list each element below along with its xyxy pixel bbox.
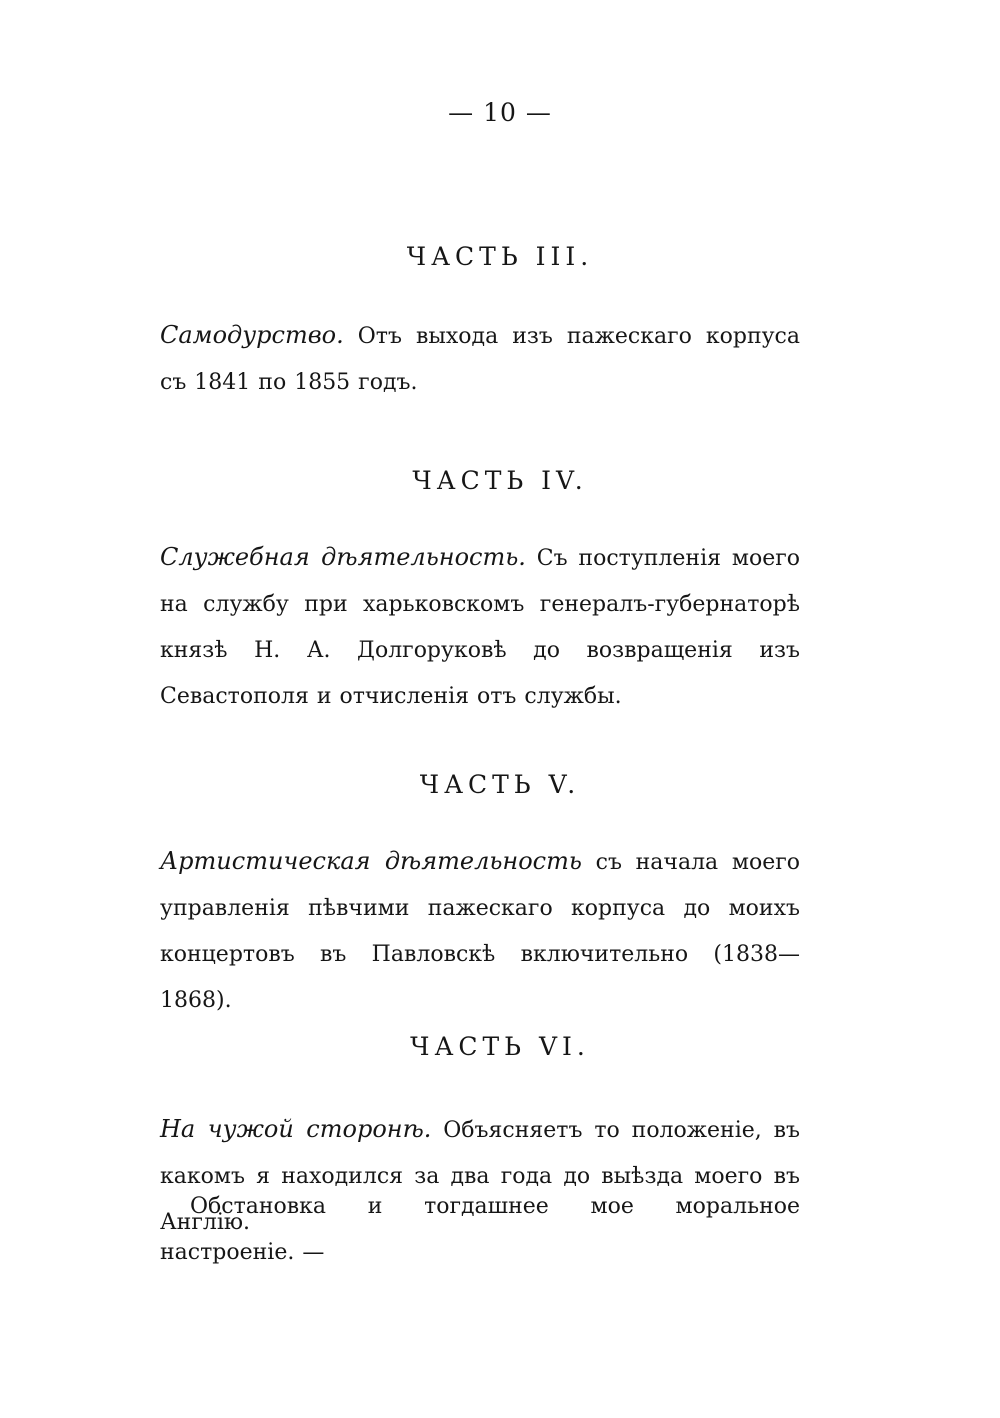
section-heading-part-5: ЧАСТЬ V. xyxy=(419,770,581,799)
section-body-part-3 xyxy=(160,312,800,406)
section-text-part-4: Съ поступленія моего на службу при харьковскомъ генералъ-губернаторѣ князѣ Н. А. Долгоруковѣ до возвращенія изъ Севастополя и отчисленія отъ службы. xyxy=(160,546,800,709)
section-lead-part-3: Самодурство. xyxy=(160,321,344,349)
section-heading-part-4: ЧАСТЬ IV. xyxy=(412,466,588,495)
section-text-part-5: съ начала моего управленія пѣвчими пажескаго корпуса до моихъ концертовъ въ Павловскѣ включительно (1838—1868). xyxy=(160,850,800,1013)
section-heading-part-3: ЧАСТЬ III. xyxy=(406,242,594,271)
section-body-part-5 xyxy=(160,838,800,1024)
section-lead-part-4: Служебная дѣятельность. xyxy=(160,543,526,571)
section-heading-part-6: ЧАСТЬ VI. xyxy=(410,1032,590,1061)
section-lead-part-6: На чужой сторонѣ. xyxy=(160,1115,432,1143)
section-body-part-6-continued: Обстановка и тогдашнее мое моральное настроеніе. — xyxy=(160,1194,800,1265)
section-body-part-4 xyxy=(160,534,800,720)
page-number: — 10 — xyxy=(448,98,552,127)
section-text-part-6: Объясняетъ то положеніе, въ какомъ я находился за два года до выѣзда моего въ Англію. xyxy=(160,1118,801,1235)
section-lead-part-5: Артистическая дѣятельность xyxy=(160,847,582,875)
section-text-part-3: Отъ выхода изъ пажескаго корпуса съ 1841 по 1855 годъ. xyxy=(160,324,800,395)
